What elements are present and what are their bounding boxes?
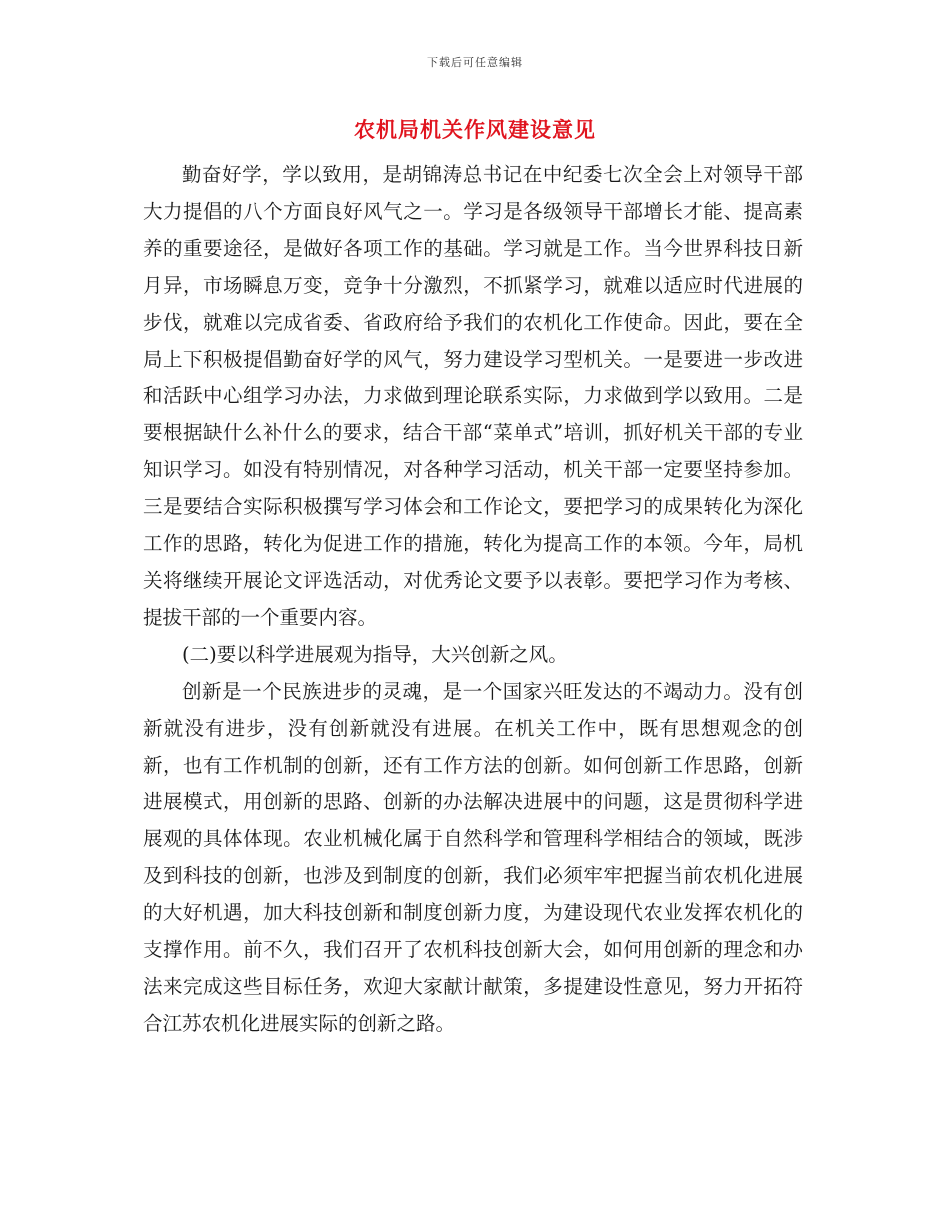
paragraph-study-style: 勤奋好学，学以致用，是胡锦涛总书记在中纪委七次全会上对领导干部大力提倡的八个方面良好风气之一。学习是各级领导干部增长才能、提高素养的重要途径，是做好各项工作的基础。学习就是工作。当今世界科技日新月异，市场瞬息万变，竞争十分激烈，不抓紧学习，就难以适应时代进展的步伐，就难以完成省委、省政府给予我们的农机化工作使命。因此，要在全局上下积极提倡勤奋好学的风气，努力建设学习型机关。一是要进一步改进和活跃中心组学习办法，力求做到理论联系实际，力求做到学以致用。二是要根据缺什么补什么的要求，结合干部“菜单式”培训，抓好机关干部的专业知识学习。如没有特别情况，对各种学习活动，机关干部一定要坚持参加。三是要结合实际积极撰写学习体会和工作论文，要把学习的成果转化为深化工作的思路，转化为促进工作的措施，转化为提高工作的本领。今年，局机关将继续开展论文评选活动，对优秀论文要予以表彰。要把学习作为考核、提拔干部的一个重要内容。 [143, 163, 803, 629]
page-header-note: 下载后可任意编辑 [427, 56, 523, 69]
document-body [143, 157, 803, 1043]
paragraph-innovation: 创新是一个民族进步的灵魂，是一个国家兴旺发达的不竭动力。没有创新就没有进步，没有创新就没有进展。在机关工作中，既有思想观念的创新，也有工作机制的创新，还有工作方法的创新。如何创新工作思路，创新进展模式，用创新的思路、创新的办法解决进展中的问题，这是贯彻科学进展观的具体体现。农业机械化属于自然科学和管理科学相结合的领域，既涉及到科技的创新，也涉及到制度的创新，我们必须牢牢把握当前农机化进展的大好机遇，加大科技创新和制度创新力度，为建设现代农业发挥农机化的支撑作用。前不久，我们召开了农机科技创新大会，如何用创新的理念和办法来完成这些目标任务，欢迎大家献计献策，多提建设性意见，努力开拓符合江苏农机化进展实际的创新之路。 [143, 679, 803, 1035]
document-title: 农机局机关作风建设意见 [354, 117, 596, 142]
paragraph-section-heading: (二)要以科学进展观为指导，大兴创新之风。 [182, 642, 568, 666]
